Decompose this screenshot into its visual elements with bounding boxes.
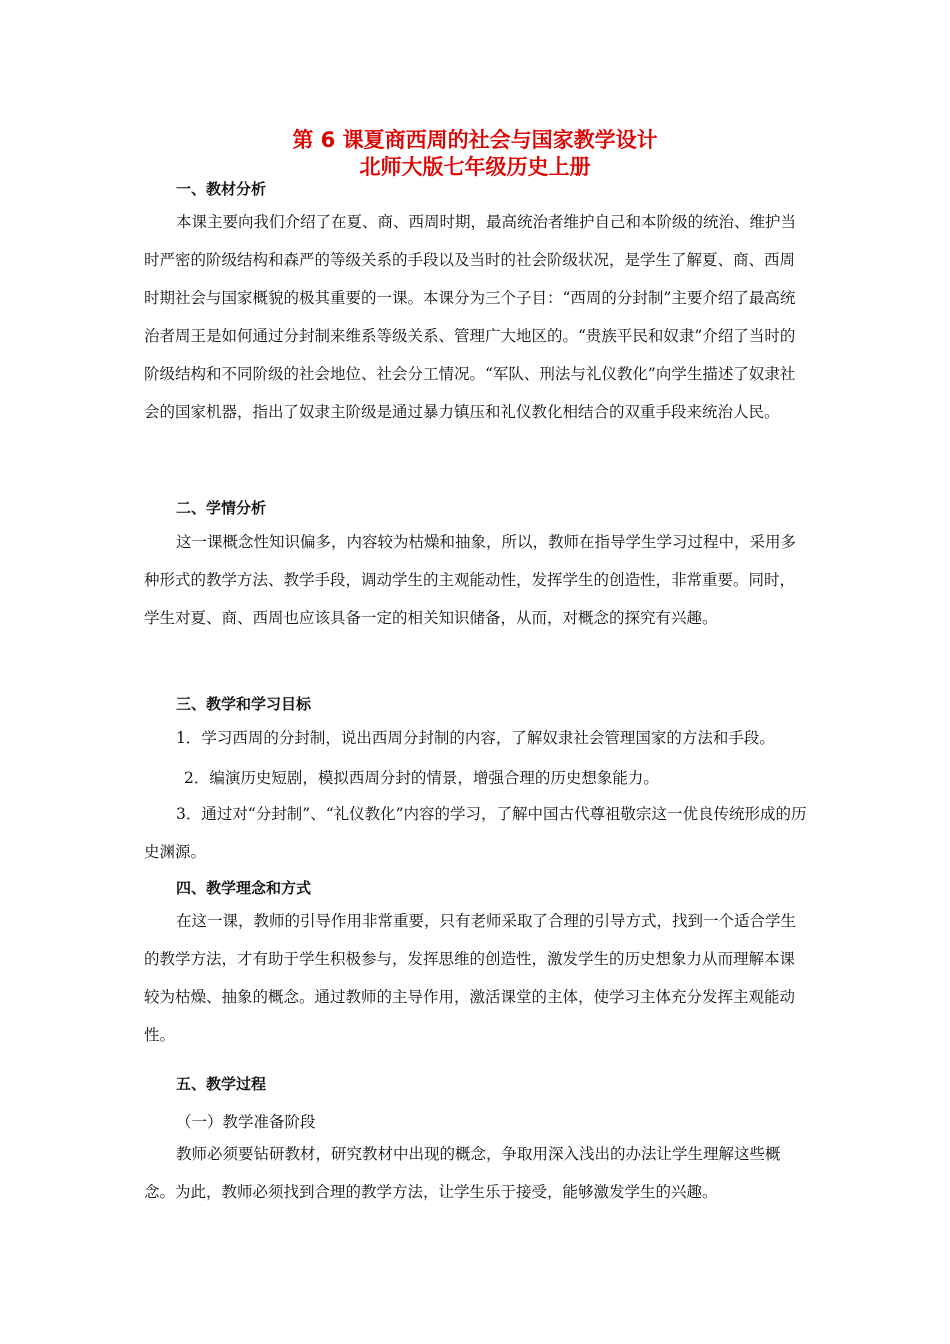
goal-item-2: 2．编演历史短剧，模拟西周分封的情景，增强合理的历史想象能力。 [184,769,659,787]
subsection-heading: （一）教学准备阶段 [176,1113,316,1131]
section-heading-1: 一、教材分析 [176,180,267,198]
goal-item-3: 3．通过对“分封制”、“礼仪教化”内容的学习，了解中国古代尊祖敬宗这一优良传统形成的历史渊源。 [144,805,807,861]
document-title: 第 6 课夏商西周的社会与国家教学设计 [292,128,658,152]
section-paragraph-5: 教师必须要钻研教材，研究教材中出现的概念，争取用深入浅出的办法让学生理解这些概念。为此，教师必须找到合理的教学方法，让学生乐于接受，能够激发学生的兴趣。 [144,1145,781,1201]
section-paragraph-4: 在这一课，教师的引导作用非常重要，只有老师采取了合理的引导方式，找到一个适合学生的教学方法，才有助于学生积极参与，发挥思维的创造性，激发学生的历史想象力从而理解本课较为枯燥、抽象的概念。通过教师的主导作用，激活课堂的主体，使学习主体充分发挥主观能动性。 [144,912,797,1044]
goal-item-1: 1．学习西周的分封制，说出西周分封制的内容，了解奴隶社会管理国家的方法和手段。 [176,729,775,747]
section-paragraph-2: 这一课概念性知识偏多，内容较为枯燥和抽象，所以，教师在指导学生学习过程中，采用多种形式的教学方法、教学手段，调动学生的主观能动性，发挥学生的创造性，非常重要。同时，学生对夏、商、西周也应该具备一定的相关知识储备，从而，对概念的探究有兴趣。 [144,533,797,627]
section-paragraph-1: 本课主要向我们介绍了在夏、商、西周时期，最高统治者维护自己和本阶级的统治、维护当时严密的阶级结构和森严的等级关系的手段以及当时的社会阶级状况，是学生了解夏、商、西周时期社会与国家概貌的极其重要的一课。本课分为三个子目：“西周的分封制”主要介绍了最高统治者周王是如何通过分封制来维系等级关系、管理广大地区的。“贵族平民和奴隶”介绍了当时的阶级结构和不同阶级的社会地位、社会分工情况。“军队、刑法与礼仪教化”向学生描述了奴隶社会的国家机器，指出了奴隶主阶级是通过暴力镇压和礼仪教化相结合的双重手段来统治人民。 [144,213,797,421]
section-heading-3: 三、教学和学习目标 [176,695,312,713]
document-subtitle: 北师大版七年级历史上册 [359,155,591,179]
section-heading-4: 四、教学理念和方式 [176,879,312,897]
section-heading-2: 二、学情分析 [176,499,267,517]
section-heading-5: 五、教学过程 [176,1075,267,1093]
